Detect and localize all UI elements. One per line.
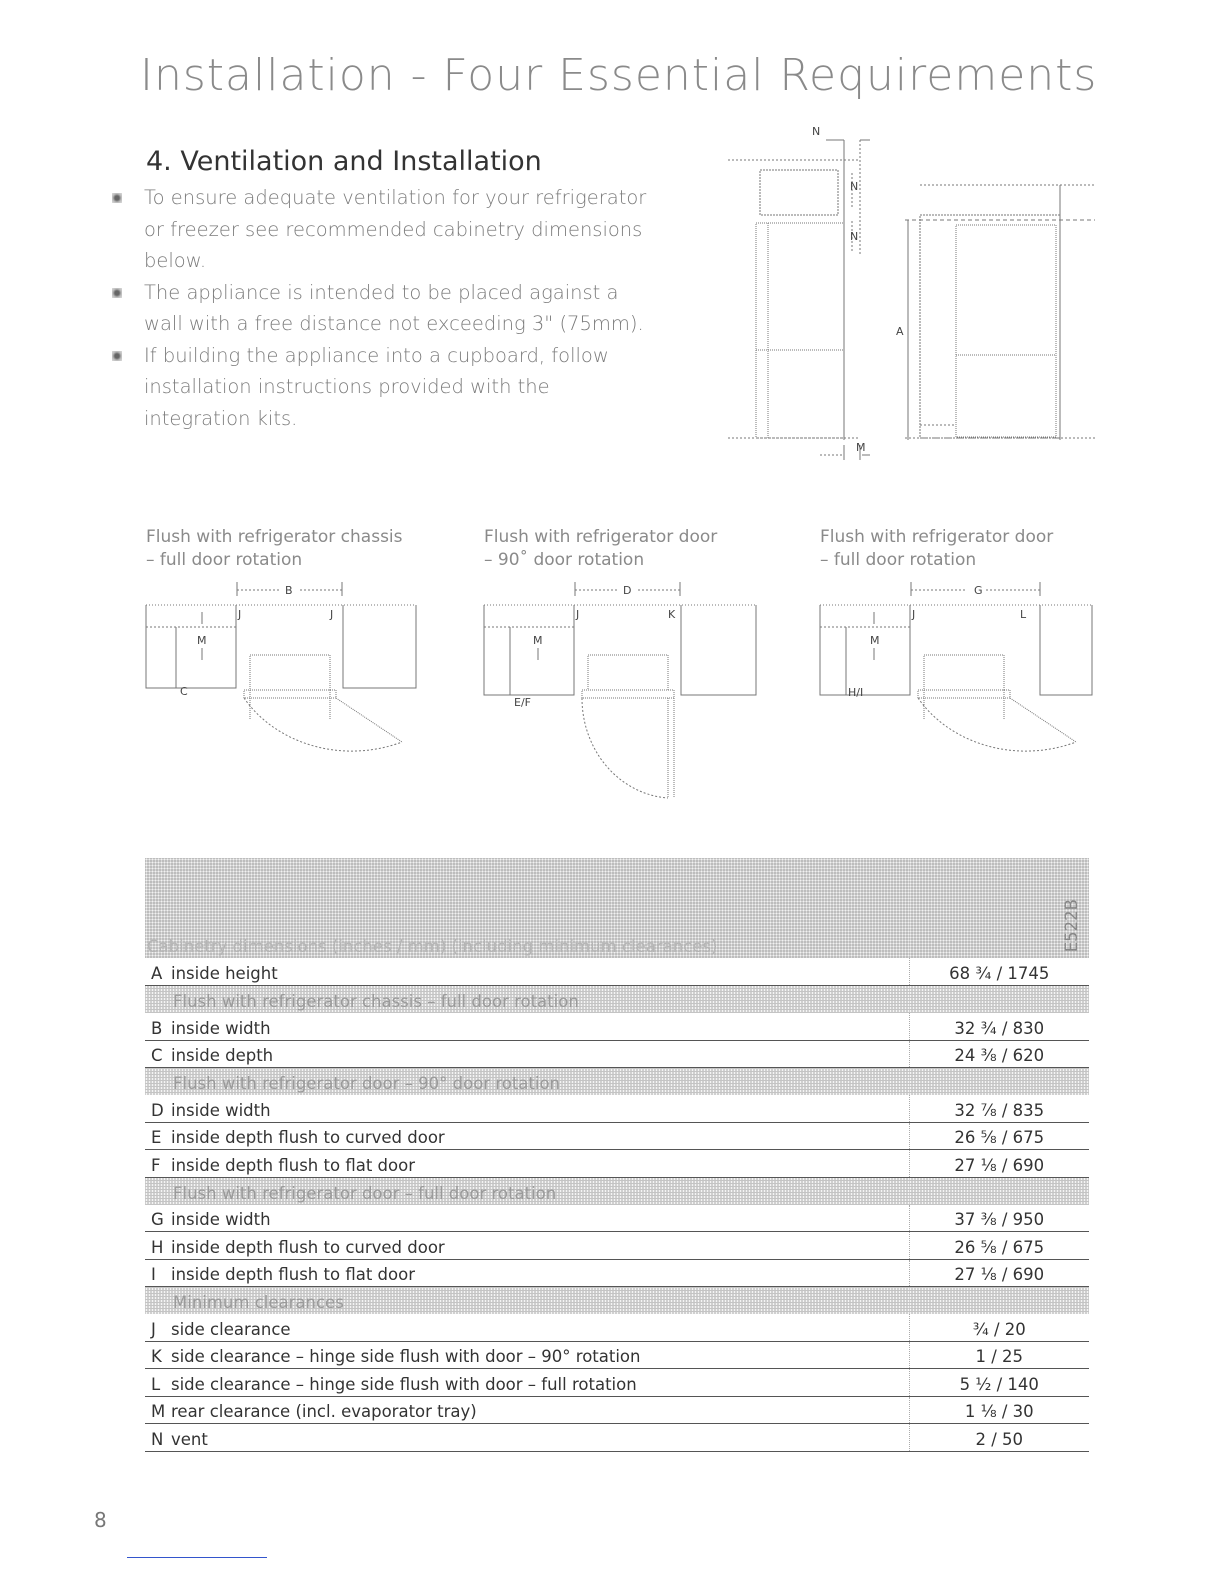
- table-row: [145, 1205, 1089, 1232]
- section-heading: 4. Ventilation and Installation: [146, 146, 542, 177]
- table-row: [145, 1013, 1089, 1040]
- dim-label-m: M: [856, 441, 866, 454]
- row-label-cell: [145, 1040, 909, 1067]
- row-value: 37 ⅜ / 950: [909, 1205, 1089, 1232]
- row-letter: J: [151, 1319, 156, 1339]
- dim-label-n-upper: N: [850, 180, 859, 193]
- table-section-row: [145, 1177, 1089, 1204]
- row-label-cell: [145, 1122, 909, 1149]
- row-label: inside width: [171, 1100, 271, 1120]
- square-bullet-icon: [112, 288, 122, 298]
- table-section-row: [145, 1068, 1089, 1095]
- table-row: [145, 1396, 1089, 1423]
- dim-label-a: A: [896, 325, 904, 338]
- bullet-item: [110, 277, 650, 340]
- row-value: 27 ⅛ / 690: [909, 1150, 1089, 1177]
- table-row: [145, 1369, 1089, 1396]
- plan-diagram-3-caption: [820, 526, 1053, 572]
- caption-line: – full door rotation: [820, 550, 977, 570]
- dim-label-k-right: K: [668, 608, 676, 621]
- row-label: inside depth flush to curved door: [171, 1237, 445, 1257]
- bullet-item: [110, 182, 650, 277]
- table-section-row: [145, 1287, 1089, 1314]
- dim-label-b: B: [285, 584, 293, 597]
- row-label-cell: [145, 1205, 909, 1232]
- row-label: rear clearance (incl. evaporator tray): [171, 1402, 477, 1422]
- row-value: 24 ⅜ / 620: [909, 1040, 1089, 1067]
- row-letter: K: [151, 1347, 162, 1367]
- section-value-cell: [909, 985, 1089, 1012]
- page-title: Installation - Four Essential Requirements: [140, 50, 1098, 101]
- row-letter: A: [151, 963, 163, 983]
- row-label-cell: [145, 1013, 909, 1040]
- table-row: [145, 1341, 1089, 1368]
- row-value: 32 ⅞ / 835: [909, 1095, 1089, 1122]
- table-row: [145, 1232, 1089, 1259]
- section-value-cell: [909, 1287, 1089, 1314]
- section-value-cell: [909, 1068, 1089, 1095]
- dim-label-j-right: J: [330, 608, 334, 621]
- bullet-text: If building the appliance into a cupboard, follow installation instructions provided with the integration kits.: [144, 343, 609, 430]
- row-letter: G: [151, 1210, 164, 1230]
- row-value: 1 ⅛ / 30: [909, 1396, 1089, 1423]
- dim-label-g: G: [974, 584, 983, 597]
- row-label-cell: [145, 1396, 909, 1423]
- caption-line: Flush with refrigerator door: [820, 527, 1054, 547]
- dim-label-m: M: [533, 634, 543, 647]
- row-value: 1 / 25: [909, 1341, 1089, 1368]
- dim-label-j-left: J: [238, 608, 242, 621]
- plan-diagram-chassis-full-rotation: [140, 580, 430, 805]
- row-label-cell: [145, 1259, 909, 1286]
- dim-label-c: C: [180, 685, 188, 698]
- row-value: 27 ⅛ / 690: [909, 1259, 1089, 1286]
- table-body: [145, 858, 1089, 1451]
- table-header-model-cell: [909, 858, 1089, 958]
- caption-line: Flush with refrigerator door: [484, 527, 718, 547]
- row-value: 5 ½ / 140: [909, 1369, 1089, 1396]
- row-value: 68 ¾ / 1745: [909, 958, 1089, 985]
- caption-line: – 90˚ door rotation: [484, 550, 645, 570]
- table-row: [145, 1040, 1089, 1067]
- table-header-row: [145, 858, 1089, 958]
- row-label-cell: [145, 1369, 909, 1396]
- section-value-cell: [909, 1177, 1089, 1204]
- row-label-cell: [145, 1232, 909, 1259]
- table-row: [145, 958, 1089, 985]
- dim-label-n-lower: N: [850, 230, 859, 243]
- dim-label-d: D: [623, 584, 632, 597]
- row-letter: C: [151, 1046, 163, 1066]
- plan-diagram-1-caption: [146, 526, 403, 572]
- row-letter: H: [151, 1237, 164, 1257]
- ventilation-bullet-list: [110, 182, 650, 434]
- plan-diagram-door-full-rotation: [814, 580, 1104, 805]
- dim-label-j-left: J: [912, 608, 916, 621]
- dim-label-hi: H/I: [848, 686, 864, 699]
- caption-line: Flush with refrigerator chassis: [146, 527, 403, 547]
- row-label: side clearance: [171, 1319, 291, 1339]
- row-label-cell: [145, 958, 909, 985]
- plan-diagram-door-90-rotation: [478, 580, 768, 805]
- square-bullet-icon: [112, 193, 122, 203]
- row-label: inside height: [171, 963, 278, 983]
- table-row: [145, 1259, 1089, 1286]
- row-label-cell: [145, 1341, 909, 1368]
- page-number: 8: [94, 1508, 107, 1532]
- row-letter: M: [151, 1402, 166, 1422]
- dim-label-m: M: [870, 634, 880, 647]
- row-label: inside depth flush to flat door: [171, 1155, 415, 1175]
- row-letter: L: [151, 1374, 161, 1394]
- table-row: [145, 1424, 1089, 1451]
- row-letter: D: [151, 1100, 164, 1120]
- dim-label-l-right: L: [1020, 608, 1027, 621]
- row-letter: E: [151, 1128, 162, 1148]
- row-value: 26 ⅝ / 675: [909, 1232, 1089, 1259]
- bullet-text: To ensure adequate ventilation for your refrigerator or freezer see recommended cabinetry dimensions below.: [144, 186, 647, 272]
- section-title: Minimum clearances: [145, 1287, 909, 1314]
- row-letter: I: [151, 1265, 156, 1285]
- dim-label-n-top: N: [812, 125, 821, 138]
- row-label-cell: [145, 1150, 909, 1177]
- bullet-item: [110, 340, 650, 435]
- row-label-cell: [145, 1095, 909, 1122]
- row-label-cell: [145, 1424, 909, 1451]
- table-section-row: [145, 985, 1089, 1012]
- row-label: inside depth: [171, 1046, 274, 1066]
- row-letter: B: [151, 1018, 163, 1038]
- model-label: E522B: [1062, 898, 1081, 952]
- row-value: 26 ⅝ / 675: [909, 1122, 1089, 1149]
- table-header-title: Cabinetry dimensions (inches / mm) (including minimum clearances): [145, 858, 909, 958]
- row-label: side clearance – hinge side flush with door – 90° rotation: [171, 1347, 641, 1367]
- table-row: [145, 1150, 1089, 1177]
- section-title: Flush with refrigerator chassis – full door rotation: [145, 985, 909, 1012]
- dim-label-j-left: J: [576, 608, 580, 621]
- cabinetry-dimensions-table: [145, 858, 1089, 1452]
- footer-rule: [127, 1557, 267, 1558]
- row-value: ¾ / 20: [909, 1314, 1089, 1341]
- row-label: side clearance – hinge side flush with door – full rotation: [171, 1374, 637, 1394]
- table-row: [145, 1095, 1089, 1122]
- row-label: vent: [171, 1429, 208, 1449]
- row-value: 2 / 50: [909, 1424, 1089, 1451]
- bullet-text: The appliance is intended to be placed against a wall with a free distance not exceeding 3" (75mm).: [144, 280, 644, 335]
- square-bullet-icon: [112, 351, 122, 361]
- row-letter: F: [151, 1155, 161, 1175]
- elevation-diagram: [720, 115, 1100, 465]
- dim-label-m: M: [197, 634, 207, 647]
- plan-diagram-2-caption: [484, 526, 717, 572]
- row-letter: N: [151, 1429, 164, 1449]
- row-label: inside depth flush to flat door: [171, 1265, 415, 1285]
- row-label: inside width: [171, 1210, 271, 1230]
- row-label-cell: [145, 1314, 909, 1341]
- dim-label-ef: E/F: [514, 696, 531, 709]
- section-title: Flush with refrigerator door – full door rotation: [145, 1177, 909, 1204]
- caption-line: – full door rotation: [146, 550, 303, 570]
- row-label: inside width: [171, 1018, 271, 1038]
- table-row: [145, 1122, 1089, 1149]
- row-value: 32 ¾ / 830: [909, 1013, 1089, 1040]
- table-row: [145, 1314, 1089, 1341]
- row-label: inside depth flush to curved door: [171, 1128, 445, 1148]
- section-title: Flush with refrigerator door – 90° door rotation: [145, 1068, 909, 1095]
